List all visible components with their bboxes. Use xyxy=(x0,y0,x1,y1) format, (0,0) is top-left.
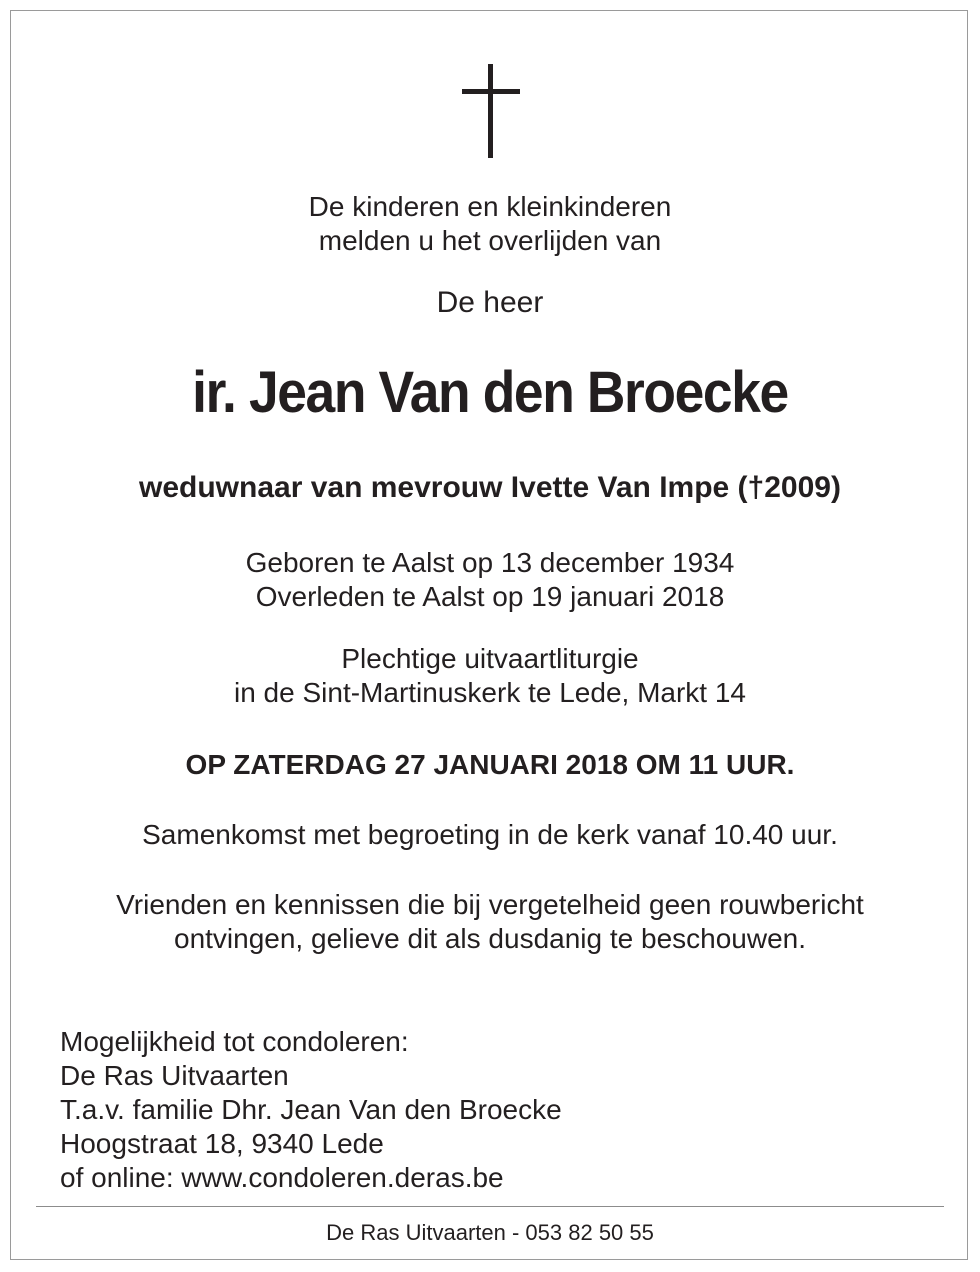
liturgy-line-1: Plechtige uitvaartliturgie xyxy=(341,643,639,674)
condolence-address: Hoogstraat 18, 9340 Lede xyxy=(60,1128,384,1159)
announcement xyxy=(0,190,980,258)
notice xyxy=(0,888,980,956)
honorific: De heer xyxy=(436,286,544,319)
birth-date: Geboren te Aalst op 13 december 1934 xyxy=(245,547,735,578)
condolence-online: of online: www.condoleren.deras.be xyxy=(60,1162,504,1193)
condolence-block xyxy=(60,1025,562,1195)
widower-line: weduwnaar van mevrouw Ivette Van Impe (†2009) xyxy=(139,471,841,504)
footer-divider xyxy=(36,1206,944,1207)
condolence-attention: T.a.v. familie Dhr. Jean Van den Broecke xyxy=(60,1094,562,1125)
life-dates xyxy=(0,546,980,614)
cross-icon xyxy=(462,64,520,158)
deceased-name: ir. Jean Van den Broecke xyxy=(192,360,788,425)
death-date: Overleden te Aalst op 19 januari 2018 xyxy=(255,581,725,612)
condolence-company: De Ras Uitvaarten xyxy=(60,1060,289,1091)
notice-line-2: ontvingen, gelieve dit als dusdanig te beschouwen. xyxy=(174,923,806,954)
announcement-line-2: melden u het overlijden van xyxy=(318,225,662,256)
gathering-info: Samenkomst met begroeting in de kerk vanaf 10.40 uur. xyxy=(142,819,838,850)
announcement-line-1: De kinderen en kleinkinderen xyxy=(308,191,672,222)
notice-line-1: Vrienden en kennissen die bij vergetelheid geen rouwbericht xyxy=(116,889,864,920)
funeral-date: OP ZATERDAG 27 JANUARI 2018 OM 11 UUR. xyxy=(185,749,795,780)
liturgy-line-2: in de Sint-Martinuskerk te Lede, Markt 14 xyxy=(233,677,746,708)
cross-vertical-bar xyxy=(488,64,493,158)
cross-horizontal-bar xyxy=(462,89,520,94)
footer: De Ras Uitvaarten - 053 82 50 55 xyxy=(326,1220,654,1245)
condolence-heading: Mogelijkheid tot condoleren: xyxy=(60,1026,409,1057)
liturgy-info xyxy=(0,642,980,710)
